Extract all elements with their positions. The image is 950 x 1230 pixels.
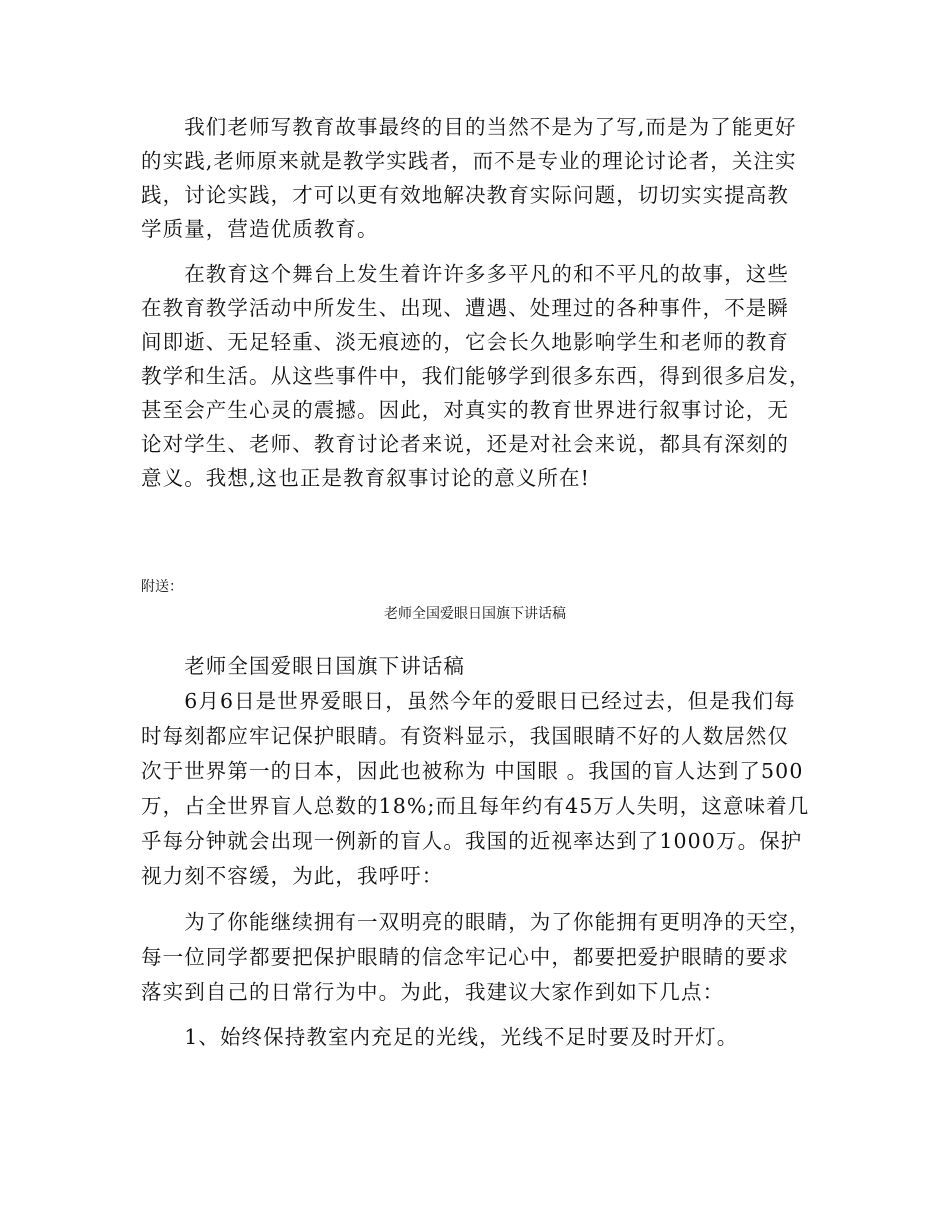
- speech-line: 6月6日是世界爱眼日，虽然今年的爱眼日已经过去，但是我们每: [141, 689, 796, 713]
- speech-line: 视力刻不容缓，为此，我呼吁：: [141, 864, 444, 888]
- paragraph-line: 在教育这个舞台上发生着许许多多平凡的和不平凡的故事，这些: [141, 262, 789, 286]
- paragraph-line: 教学和生活。从这些事件中，我们能够学到很多东西，得到很多启发，: [141, 364, 811, 388]
- speech-line: 每一位同学都要把保护眼睛的信念牢记心中，都要把爱护眼睛的要求: [141, 945, 789, 969]
- appendix-title: 老师全国爱眼日国旗下讲话稿: [384, 606, 566, 622]
- speech-line: 乎每分钟就会出现一例新的盲人。我国的近视率达到了1000万。保护: [141, 829, 803, 853]
- speech-line: 时每刻都应牢记保护眼睛。有资料显示，我国眼睛不好的人数居然仅: [141, 724, 789, 748]
- paragraph-line: 间即逝、无足轻重、淡无痕迹的，它会长久地影响学生和老师的教育: [141, 330, 789, 354]
- paragraph-line: 论对学生、老师、教育讨论者来说，还是对社会来说，都具有深刻的: [141, 432, 789, 456]
- paragraph-line: 意义。我想,这也正是教育叙事讨论的意义所在!: [141, 466, 590, 490]
- speech-line: 1、始终保持教室内充足的光线，光线不足时要及时开灯。: [141, 1025, 739, 1049]
- appendix-label: 附送：: [141, 579, 183, 595]
- paragraph-line: 学质量，营造优质教育。: [141, 217, 379, 241]
- paragraph-line: 在教育教学活动中所发生、出现、遭遇、处理过的各种事件，不是瞬: [141, 296, 789, 320]
- speech-line: 为了你能继续拥有一双明亮的眼睛，为了你能拥有更明净的天空，: [141, 910, 811, 934]
- speech-line: 落实到自己的日常行为中。为此，我建议大家作到如下几点：: [141, 980, 725, 1004]
- paragraph-line: 我们老师写教育故事最终的目的当然不是为了写,而是为了能更好: [141, 115, 797, 139]
- paragraph-line: 践，讨论实践，才可以更有效地解决教育实际问题，切切实实提高教: [141, 183, 789, 207]
- speech-line: 万，占全世界盲人总数的18%;而且每年约有45万人失明，这意味着几: [141, 794, 810, 818]
- paragraph-line: 甚至会产生心灵的震撼。因此，对真实的教育世界进行叙事讨论，无: [141, 398, 789, 422]
- paragraph-line: 的实践,老师原来就是教学实践者，而不是专业的理论讨论者，关注实: [141, 149, 797, 173]
- speech-line: 次于世界第一的日本，因此也被称为 中国眼 。我国的盲人达到了500: [141, 759, 804, 783]
- speech-line: 老师全国爱眼日国旗下讲话稿: [141, 654, 465, 678]
